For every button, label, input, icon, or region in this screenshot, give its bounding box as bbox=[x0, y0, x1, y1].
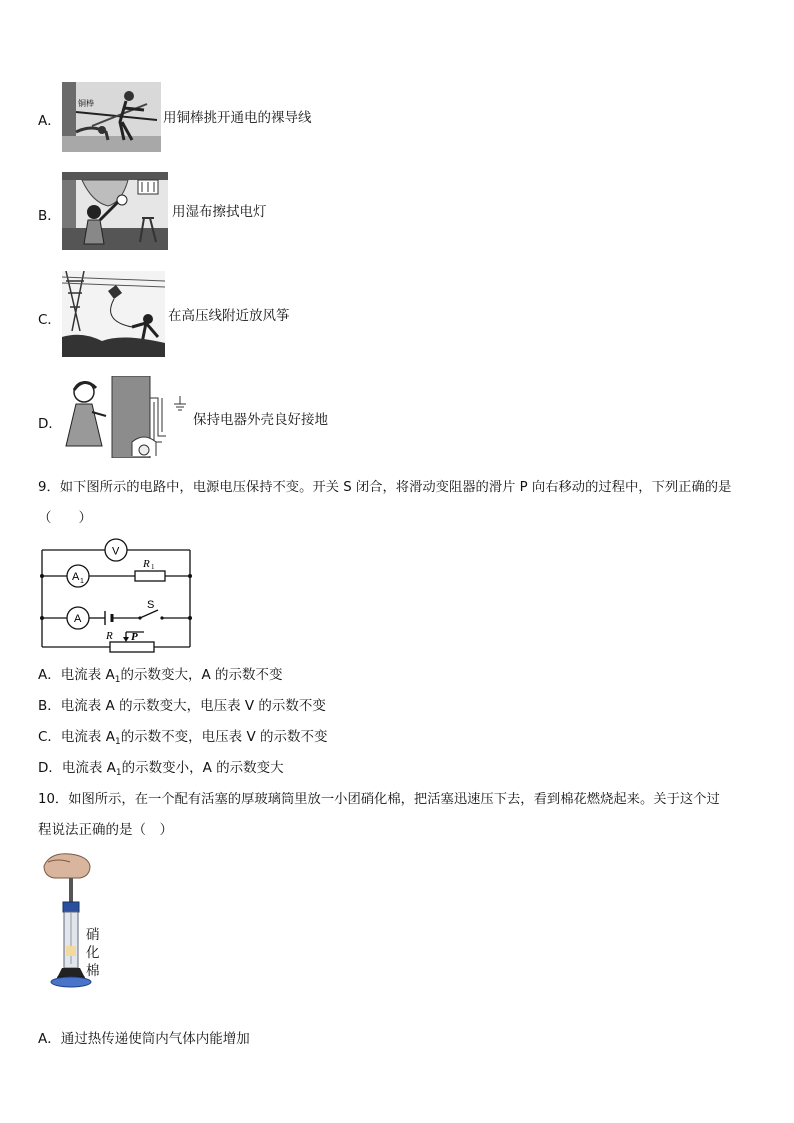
q9-option-b: B．电流表 A 的示数变大，电压表 V 的示数不变 bbox=[38, 698, 326, 714]
circuit-label-r: R bbox=[106, 630, 113, 642]
wet-cloth-lamp-picture bbox=[62, 172, 168, 250]
circuit-label-s: S bbox=[147, 599, 155, 611]
copper-rod-picture bbox=[62, 82, 161, 152]
circuit-label-v: V bbox=[112, 545, 120, 558]
circuit-label-r1-sub: 1 bbox=[151, 563, 155, 571]
option-d-text: 保持电器外壳良好接地 bbox=[193, 412, 328, 428]
option-a-label: A． bbox=[38, 113, 61, 129]
q10-stem-line2: 程说法正确的是（ ） bbox=[38, 822, 173, 838]
q9-stem-line2: （ ） bbox=[38, 510, 92, 526]
option-a-text: 用铜棒挑开通电的裸导线 bbox=[163, 110, 312, 126]
nitrocellulose-label: 硝 化 棉 bbox=[86, 927, 100, 979]
option-c-text: 在高压线附近放风筝 bbox=[168, 308, 290, 324]
circuit-label-p: P bbox=[131, 631, 138, 643]
circuit-label-a1-sub: 1 bbox=[80, 578, 84, 585]
q9-option-c: C．电流表 $A_1$的示数不变，电压表 V 的示数不变 bbox=[38, 729, 328, 747]
circuit-label-r1: R bbox=[143, 558, 150, 570]
option-d-label: D． bbox=[38, 416, 62, 432]
circuit-label-a1: A bbox=[72, 571, 80, 583]
kite-high-voltage-picture bbox=[62, 271, 165, 357]
circuit-label-a: A bbox=[74, 613, 82, 625]
q9-option-d: D．电流表 $A_1$的示数变小，A 的示数变大 bbox=[38, 760, 284, 778]
q9-option-a: A．电流表 $A_1$的示数变大，A 的示数不变 bbox=[38, 667, 283, 685]
q10-stem-line1: 10．如图所示，在一个配有活塞的厚玻璃筒里放一小团硝化棉，把活塞迅速压下去，看到棉花燃烧起来。关于这个过 bbox=[38, 792, 720, 807]
option-c-label: C． bbox=[38, 312, 61, 328]
circuit-diagram bbox=[36, 536, 196, 654]
option-b-label: B． bbox=[38, 208, 61, 224]
copper-rod-caption: 铜棒 bbox=[78, 99, 94, 108]
option-b-text: 用湿布擦拭电灯 bbox=[172, 204, 267, 220]
grounded-appliance-picture bbox=[62, 376, 190, 458]
q9-stem-line1: 9．如下图所示的电路中，电源电压保持不变。开关 S 闭合，将滑动变阻器的滑片 P 向右移动的过程中，下列正确的是 bbox=[38, 480, 732, 495]
q10-option-a: A．通过热传递使筒内气体内能增加 bbox=[38, 1031, 250, 1047]
